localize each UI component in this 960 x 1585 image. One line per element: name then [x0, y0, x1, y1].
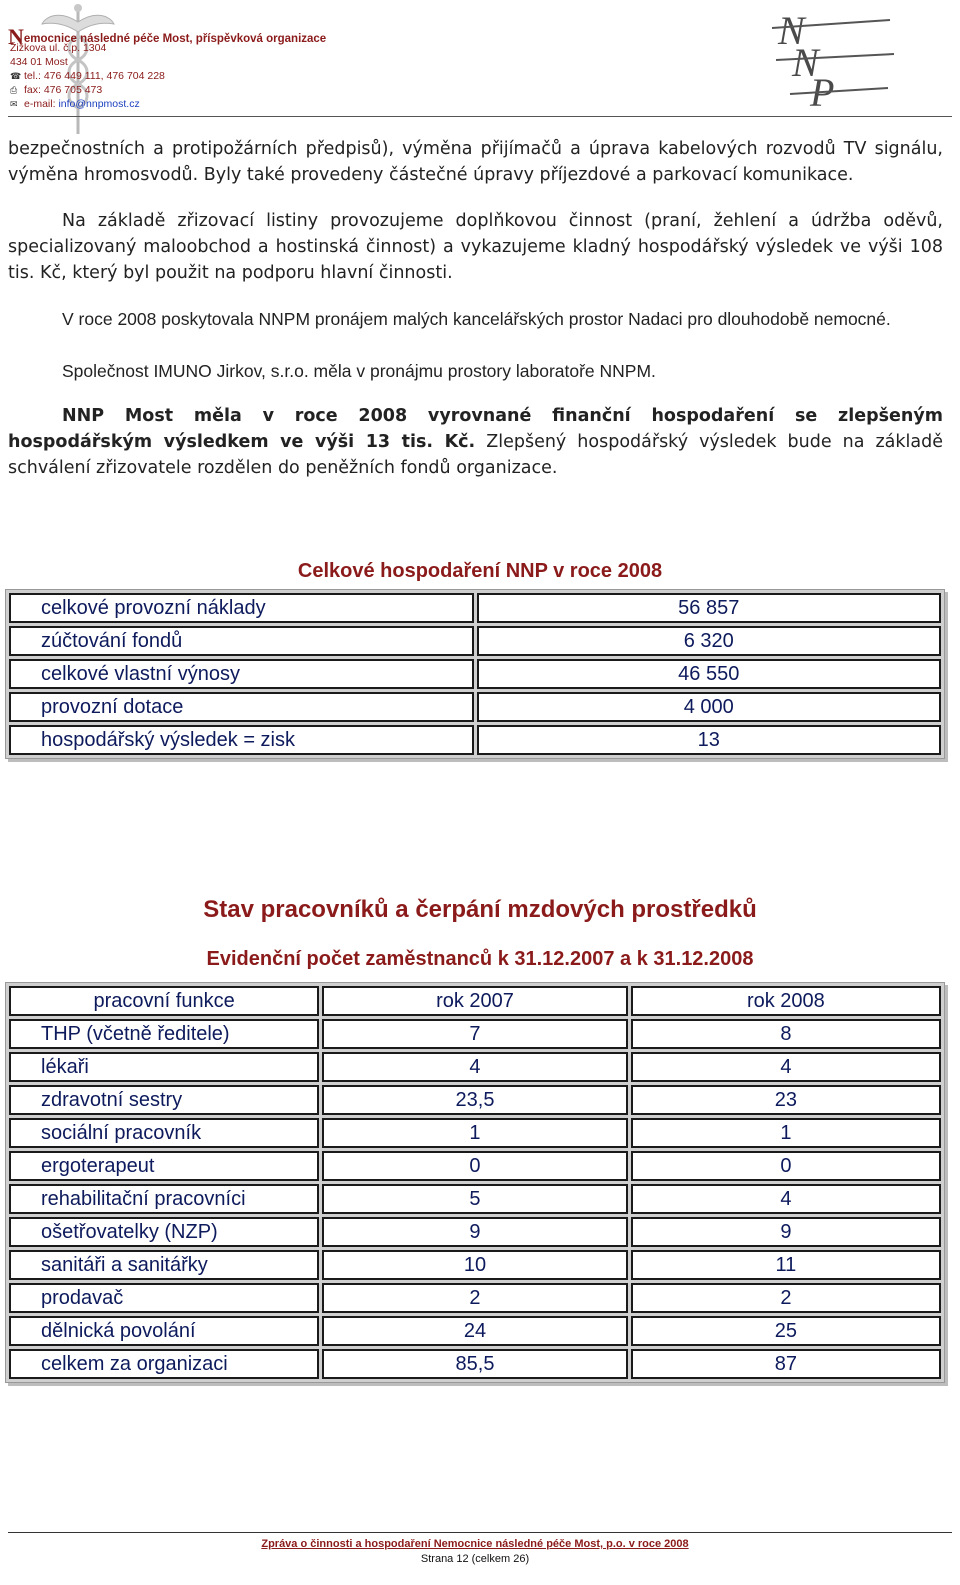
finance-value: 6 320	[477, 626, 942, 656]
staff-count-2007: 5	[322, 1184, 628, 1214]
finance-row	[9, 725, 941, 755]
staff-title: Stav pracovníků a čerpání mzdových prostředků	[203, 896, 757, 923]
logo-letter-1: N	[778, 10, 805, 53]
staff-function: rehabilitační pracovníci	[9, 1184, 319, 1214]
result-highlight: NNP Most měla v roce 2008 vyrovnané finanční hospodaření se zlepšeným hospodářským výsledkem ve výši 13 tis. Kč.	[8, 406, 943, 452]
staff-function: ošetřovatelky (NZP)	[9, 1217, 319, 1247]
finance-row	[9, 626, 941, 656]
finance-label: hospodářský výsledek = zisk	[9, 725, 474, 755]
staff-count-2008: 11	[631, 1250, 941, 1280]
staff-function: lékaři	[9, 1052, 319, 1082]
finance-table-body	[9, 593, 941, 755]
staff-row	[9, 1217, 941, 1247]
finance-value: 4 000	[477, 692, 942, 722]
finance-title: Celkové hospodaření NNP v roce 2008	[297, 560, 663, 582]
staff-count-2008: 23	[631, 1085, 941, 1115]
finance-label: provozní dotace	[9, 692, 474, 722]
contact-email: ✉ e-mail: info@nnpmost.cz	[10, 98, 140, 110]
staff-row	[9, 1349, 941, 1379]
staff-row	[9, 1184, 941, 1214]
staff-count-2007: 1	[322, 1118, 628, 1148]
footer-report-title: Zpráva o činnosti a hospodaření Nemocnice následné péče Most, p.o. v roce 2008	[261, 1538, 689, 1550]
staff-row	[9, 1151, 941, 1181]
paragraph-4: Společnost IMUNO Jirkov, s.r.o. měla v pronájmu prostory laboratoře NNPM.	[62, 361, 656, 381]
footer-divider	[8, 1532, 952, 1533]
staff-column-header: pracovní funkce	[9, 986, 319, 1016]
staff-count-2008: 1	[631, 1118, 941, 1148]
staff-function: ergoterapeut	[9, 1151, 319, 1181]
finance-value: 46 550	[477, 659, 942, 689]
footer-page-number: Strana 12 (celkem 26)	[420, 1553, 530, 1565]
staff-count-2007: 23,5	[322, 1085, 628, 1115]
finance-table	[5, 589, 945, 759]
fax-icon: ⎙	[10, 85, 18, 95]
staff-row	[9, 1118, 941, 1148]
paragraph-3: V roce 2008 poskytovala NNPM pronájem malých kancelářských prostor Nadaci pro dlouhodobě nemocné.	[62, 309, 891, 329]
staff-column-header: rok 2008	[631, 986, 941, 1016]
staff-table-body	[9, 1019, 941, 1379]
finance-label: celkové provozní náklady	[9, 593, 474, 623]
paragraph-2: Na základě zřizovací listiny provozujeme doplňkovou činnost (praní, žehlení a údržba oděvů, specializovaný maloobchod a hostinská činnost) a vykazujeme kladný hospodářský výsledek ve výši 108 tis. Kč, který byl použit na podporu hlavní činnosti.	[8, 211, 943, 283]
org-name-initial: N	[8, 24, 24, 49]
nnp-logo	[770, 10, 900, 110]
address-street: Žižkova ul. č.p. 1304	[10, 42, 107, 54]
staff-function: zdravotní sestry	[9, 1085, 319, 1115]
staff-function: dělnická povolání	[9, 1316, 319, 1346]
staff-count-2008: 4	[631, 1052, 941, 1082]
logo-letter-3: P	[810, 70, 835, 110]
finance-row	[9, 692, 941, 722]
staff-count-2008: 8	[631, 1019, 941, 1049]
staff-row	[9, 1019, 941, 1049]
staff-count-2007: 85,5	[322, 1349, 628, 1379]
finance-value: 56 857	[477, 593, 942, 623]
staff-function: sociální pracovník	[9, 1118, 319, 1148]
paragraph-1: bezpečnostních a protipožárních předpisů), výměna přijímačů a úprava kabelových rozvodů TV signálu, výměna hromosvodů. Byly také provedeny částečné úpravy příjezdové a parkovací komunikace.	[8, 139, 943, 185]
finance-row	[9, 593, 941, 623]
staff-subtitle: Evidenční počet zaměstnanců k 31.12.2007 a k 31.12.2008	[206, 948, 754, 970]
logo-letter-2: N	[792, 40, 819, 85]
finance-label: celkové vlastní výnosy	[9, 659, 474, 689]
staff-count-2007: 2	[322, 1283, 628, 1313]
page-header	[0, 0, 960, 120]
staff-count-2007: 10	[322, 1250, 628, 1280]
staff-count-2007: 24	[322, 1316, 628, 1346]
contact-phone: ☎ tel.: 476 449 111, 476 704 228	[10, 70, 165, 82]
staff-table	[5, 982, 945, 1383]
staff-function: sanitáři a sanitářky	[9, 1250, 319, 1280]
staff-header-row	[9, 986, 941, 1016]
email-icon: ✉	[10, 99, 18, 109]
staff-count-2008: 0	[631, 1151, 941, 1181]
staff-function: prodavač	[9, 1283, 319, 1313]
finance-label: zúčtování fondů	[9, 626, 474, 656]
staff-count-2008: 2	[631, 1283, 941, 1313]
staff-count-2008: 9	[631, 1217, 941, 1247]
staff-count-2008: 4	[631, 1184, 941, 1214]
staff-count-2008: 87	[631, 1349, 941, 1379]
staff-column-header: rok 2007	[322, 986, 628, 1016]
address-city: 434 01 Most	[10, 56, 68, 68]
email-link[interactable]: info@nnpmost.cz	[58, 98, 140, 110]
header-divider	[8, 116, 952, 117]
staff-row	[9, 1316, 941, 1346]
staff-count-2007: 4	[322, 1052, 628, 1082]
staff-count-2007: 7	[322, 1019, 628, 1049]
staff-table-header	[9, 986, 941, 1016]
paragraph-5: NNP Most měla v roce 2008 vyrovnané finanční hospodaření se zlepšeným hospodářským výsledkem ve výši 13 tis. Kč. Zlepšený hospodářský výsledek bude na základě schválení zřizovatele rozdělen do peněžních fondů organizace.	[8, 406, 944, 478]
staff-row	[9, 1250, 941, 1280]
staff-count-2007: 9	[322, 1217, 628, 1247]
contact-fax: ⎙ fax: 476 705 473	[10, 84, 103, 96]
staff-row	[9, 1085, 941, 1115]
staff-row	[9, 1283, 941, 1313]
staff-count-2008: 25	[631, 1316, 941, 1346]
staff-row	[9, 1052, 941, 1082]
phone-icon: ☎	[10, 71, 22, 81]
finance-value: 13	[477, 725, 942, 755]
finance-row	[9, 659, 941, 689]
staff-count-2007: 0	[322, 1151, 628, 1181]
staff-function: THP (včetně ředitele)	[9, 1019, 319, 1049]
staff-function: celkem za organizaci	[9, 1349, 319, 1379]
org-name-rest: emocnice následné péče Most, příspěvková organizace	[23, 33, 327, 45]
